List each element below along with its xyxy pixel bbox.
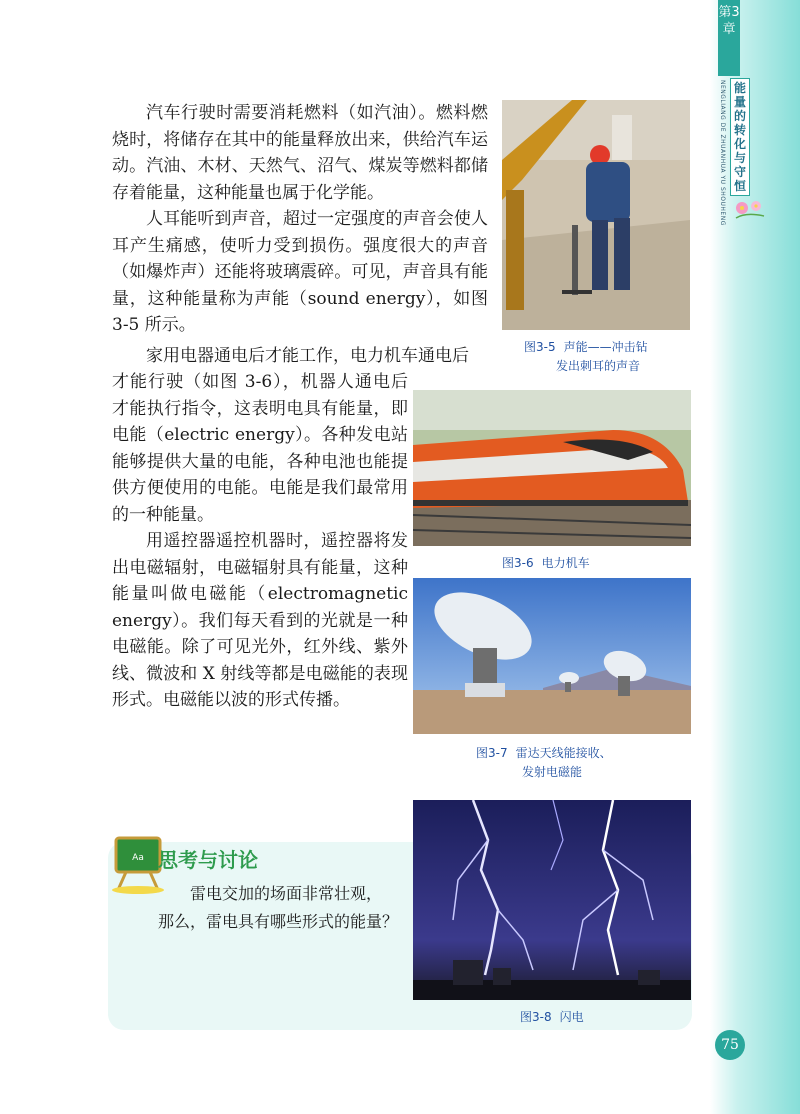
figure-3-5-caption-line2: 发出刺耳的声音: [556, 359, 641, 373]
chapter-label: 第3章: [718, 0, 740, 76]
figure-3-6-caption: [502, 554, 590, 573]
figure-3-7-caption-line1: 雷达天线能接收、: [515, 746, 612, 760]
page-number: 75: [715, 1030, 745, 1060]
paragraph-chemical-energy: 汽车行驶时需要消耗燃料（如汽油）。燃料燃烧时，将储存在其中的能量释放出来，供给汽车运动。汽油、木材、天然气、沼气、煤炭等燃料都储存着能量，这种能量也属于化学能。: [112, 103, 488, 203]
svg-text:Aa: Aa: [132, 853, 144, 863]
think-discuss-question: [158, 880, 398, 936]
figure-3-8-number: 图3-8: [520, 1010, 552, 1024]
think-line-1: 雷电交加的场面非常壮观，: [190, 884, 383, 903]
think-line-2: 那么，雷电具有哪些形式的能量？: [158, 912, 399, 931]
figure-3-8-caption-text: 闪电: [559, 1010, 584, 1024]
paragraph-electric-energy: 才能行驶（如图 3-6），机器人通电后才能执行指令，这表明电具有能量，即电能（electric energy）。各种发电站能够提供大量的电能，各种电池也能提供方便使用的电能。电能是我们最常用的一种能量。: [112, 372, 408, 525]
figure-3-6-caption-text: 电力机车: [541, 556, 590, 570]
think-discuss-title: 思考与讨论: [158, 848, 258, 872]
chapter-pinyin: NENGLIANG DE ZHUANHUA YU SHOUHENG: [719, 80, 726, 226]
figure-3-5-caption-line1: 声能——冲击钻: [563, 340, 648, 354]
paragraph-electromagnetic-energy: 用遥控器遥控机器时，遥控器将发出电磁辐射，电磁辐射具有能量，这种能量叫做电磁能（electromagnetic energy）。我们每天看到的光就是一种电磁能。除了可见光外，红外线、紫外线、微波和 X 射线等都是电磁能的表现形式。电磁能以波的形式传播。: [112, 531, 408, 710]
figure-3-7-number: 图3-7: [476, 746, 508, 760]
figure-3-7-caption: [476, 744, 612, 763]
figure-3-6-number: 图3-6: [502, 556, 534, 570]
impact-drill-photo: [502, 100, 690, 330]
figure-3-5-caption: [524, 338, 648, 357]
figure-3-8-caption: [520, 1008, 584, 1027]
paragraph-electric-energy-first-line: 家用电器通电后才能工作，电力机车通电后: [146, 346, 469, 366]
electric-locomotive-photo: [413, 390, 691, 546]
flower-icon: [732, 196, 768, 220]
figure-3-5-number: 图3-5: [524, 340, 556, 354]
chapter-title: 能量的转化与守恒: [730, 78, 750, 196]
radar-antenna-photo: [413, 578, 691, 734]
paragraph-sound-energy: 人耳能听到声音，超过一定强度的声音会使人耳产生痛感，使听力受到损伤。强度很大的声音（如爆炸声）还能将玻璃震碎。可见，声音具有能量，这种能量称为声能（sound energy），如图 3-5 所示。: [112, 209, 488, 335]
lightning-photo: [413, 800, 691, 1000]
figure-3-7-caption-line2: 发射电磁能: [522, 765, 583, 779]
